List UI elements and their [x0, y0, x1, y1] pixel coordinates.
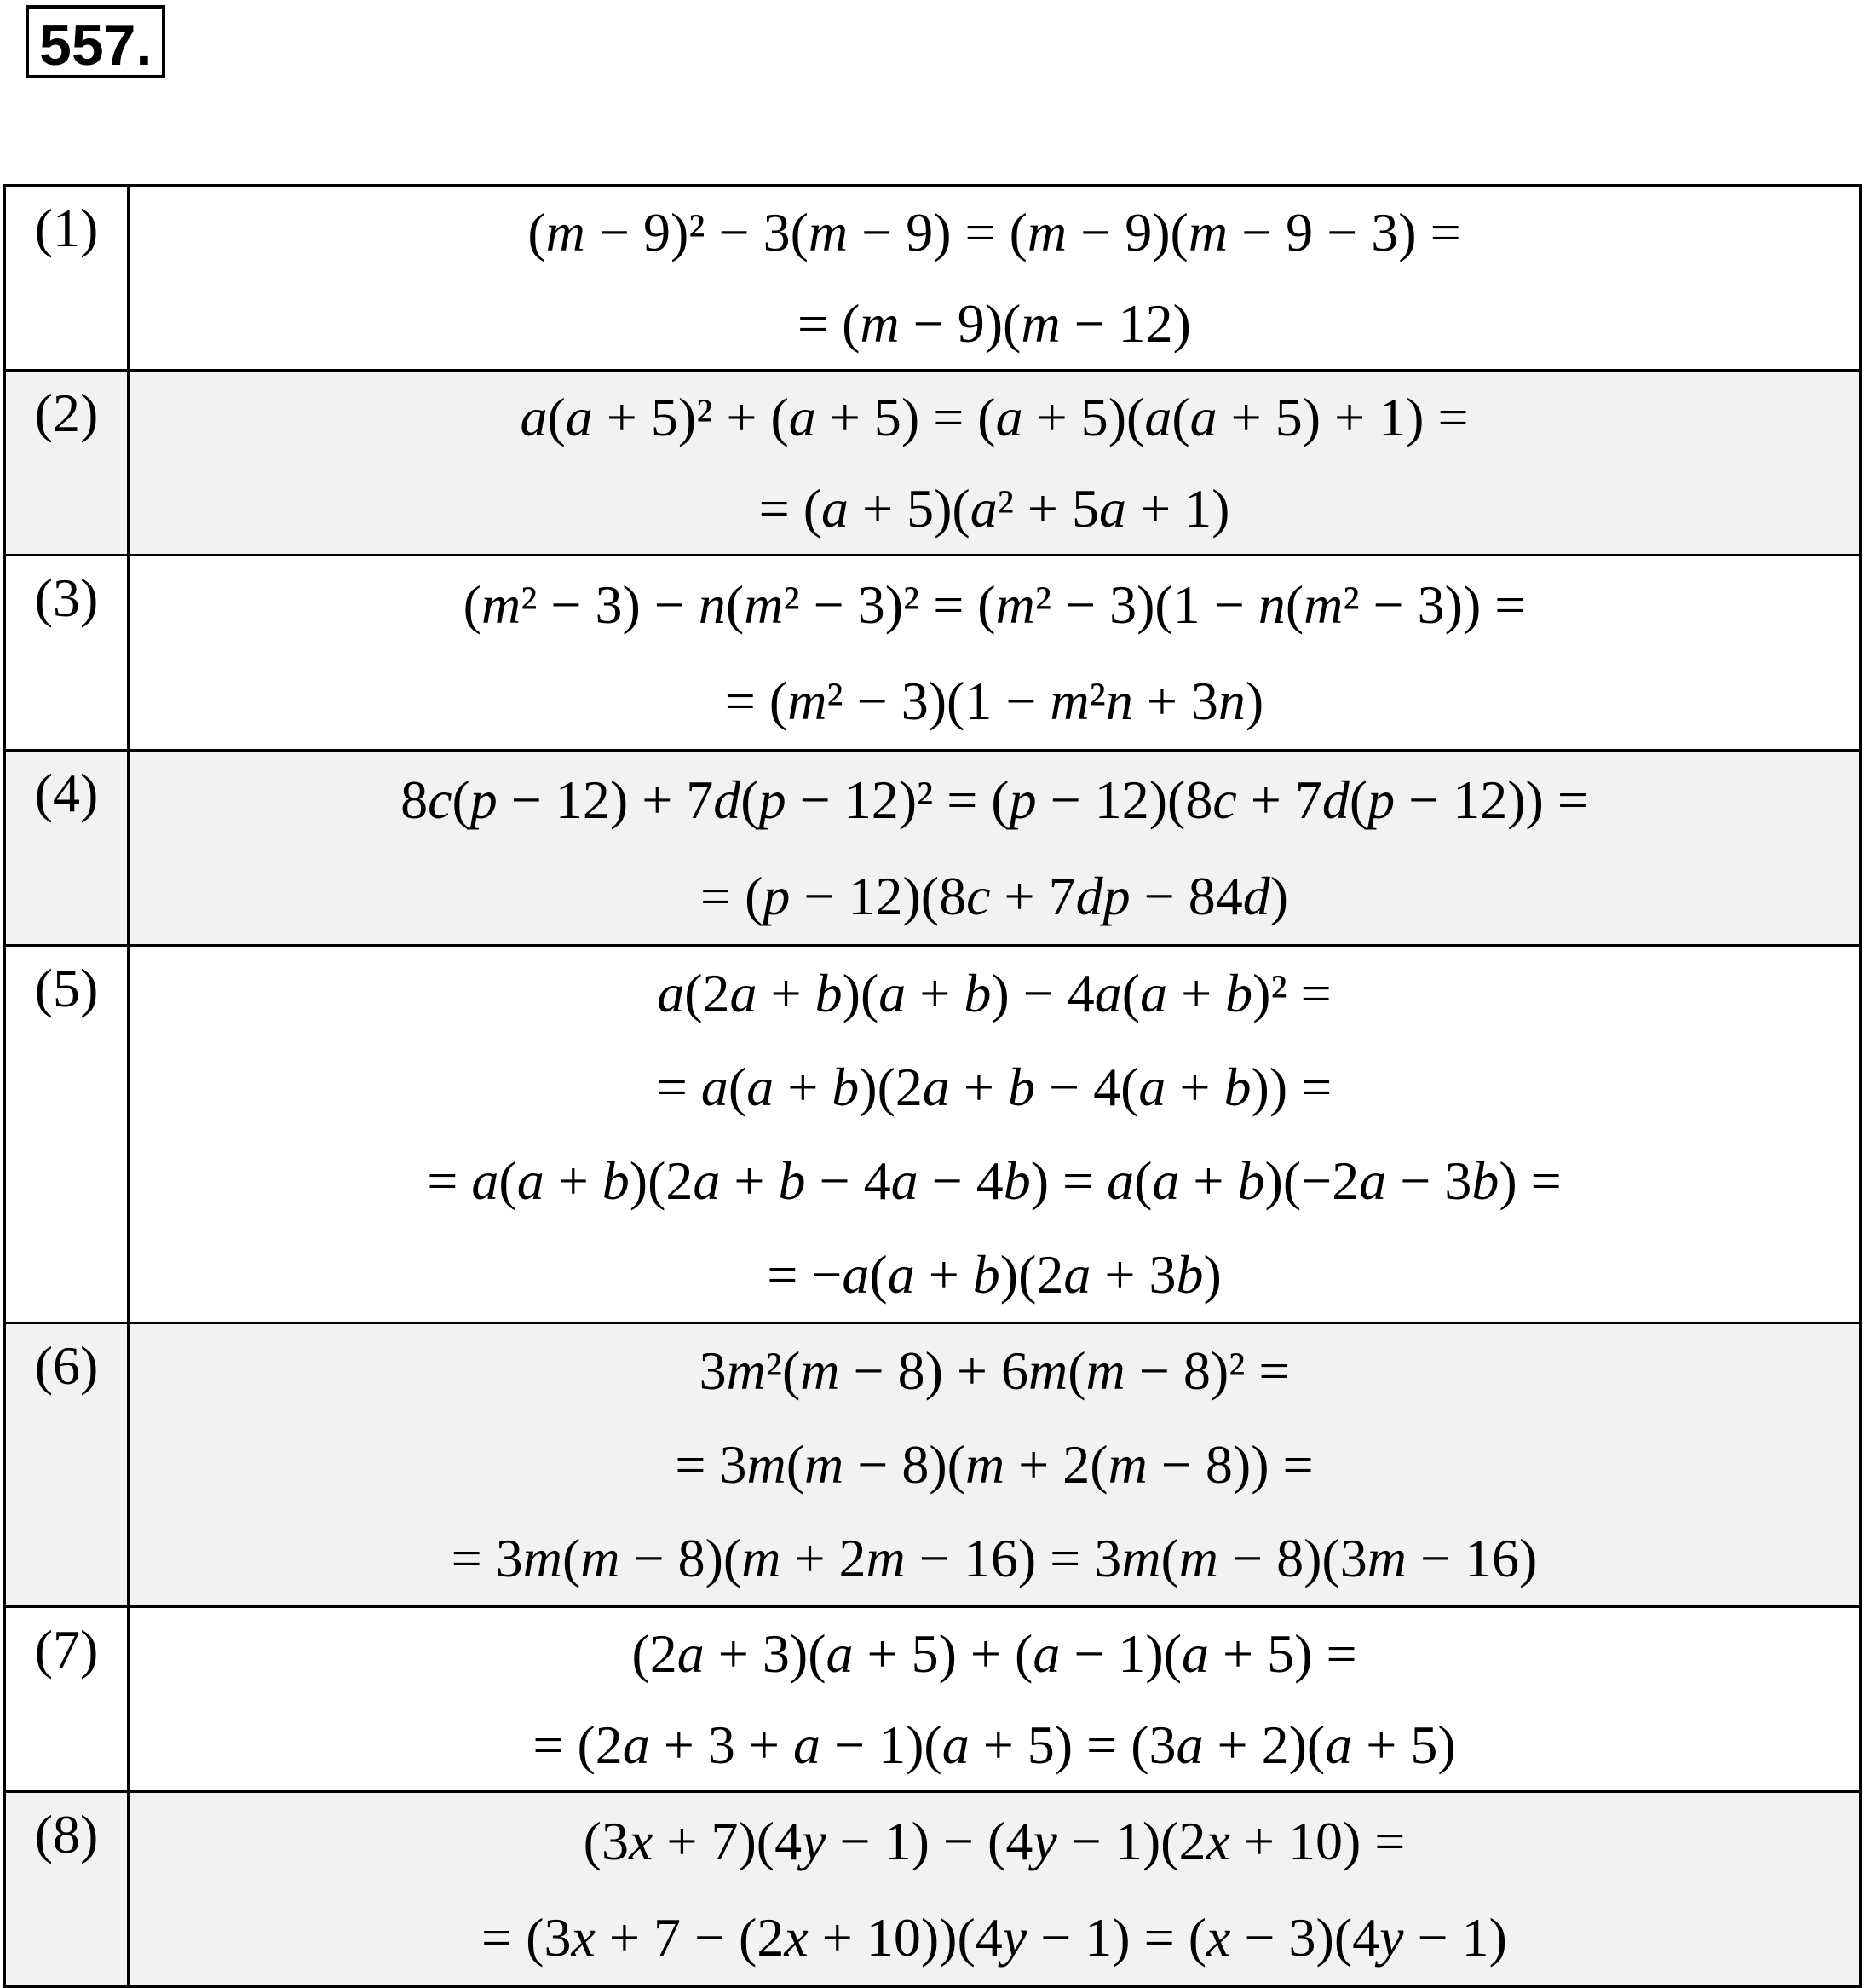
- expression-line: (m² − 3) − n(m² − 3)² = (m² − 3)(1 − n(m² − 3)) =: [463, 574, 1526, 635]
- expression-line: = −a(a + b)(2a + 3b): [767, 1244, 1222, 1305]
- expression-cell: [129, 1323, 1861, 1607]
- expression-line: (3x + 7)(4y − 1) − (4y − 1)(2x + 10) =: [583, 1811, 1406, 1871]
- row-label: (8): [5, 1792, 129, 1987]
- expression-line: 3m²(m − 8) + 6m(m − 8)² =: [699, 1340, 1290, 1401]
- expression-line: a(2a + b)(a + b) − 4a(a + b)² =: [657, 963, 1332, 1023]
- expression-line: = 3m(m − 8)(m + 2(m − 8)) =: [675, 1434, 1314, 1495]
- row-label: (3): [5, 556, 129, 751]
- table-row: [5, 556, 1861, 751]
- expression-line: = (a + 5)(a² + 5a + 1): [758, 478, 1230, 539]
- expression-line: = (m² − 3)(1 − m²n + 3n): [724, 671, 1264, 731]
- table-row: [5, 1607, 1861, 1792]
- row-label: (1): [5, 186, 129, 371]
- table-row: [5, 1792, 1861, 1987]
- expression-line: = 3m(m − 8)(m + 2m − 16) = 3m(m − 8)(3m − 16): [451, 1528, 1538, 1588]
- expression-line: = (p − 12)(8c + 7dp − 84d): [699, 866, 1289, 926]
- expression-line: (2a + 3)(a + 5) + (a − 1)(a + 5) =: [631, 1623, 1357, 1684]
- table-row: [5, 946, 1861, 1323]
- row-label: (2): [5, 371, 129, 556]
- expression-line: = a(a + b)(2a + b − 4(a + b)) =: [656, 1057, 1333, 1117]
- expression-cell: [129, 556, 1861, 751]
- expression-line: = (m − 9)(m − 12): [797, 293, 1191, 354]
- expression-cell: [129, 1792, 1861, 1987]
- expression-cell: [129, 751, 1861, 946]
- expression-line: = (3x + 7 − (2x + 10))(4y − 1) = (x − 3)(4y − 1): [481, 1907, 1507, 1968]
- expression-cell: [129, 1607, 1861, 1792]
- table-row: [5, 751, 1861, 946]
- expression-line: (m − 9)² − 3(m − 9) = (m − 9)(m − 9 − 3) =: [527, 202, 1461, 262]
- expression-line: = (2a + 3 + a − 1)(a + 5) = (3a + 2)(a + 5): [532, 1714, 1456, 1775]
- row-label: (6): [5, 1323, 129, 1607]
- expression-line: 8c(p − 12) + 7d(p − 12)² = (p − 12)(8c + 7d(p − 12)) =: [400, 769, 1588, 830]
- row-label: (5): [5, 946, 129, 1323]
- expression-cell: [129, 186, 1861, 371]
- expression-line: = a(a + b)(2a + b − 4a − 4b) = a(a + b)(−2a − 3b) =: [427, 1150, 1562, 1211]
- row-label: (4): [5, 751, 129, 946]
- table-row: [5, 186, 1861, 371]
- expression-cell: [129, 946, 1861, 1323]
- solutions-table: [3, 184, 1862, 1988]
- row-label: (7): [5, 1607, 129, 1792]
- expression-cell: [129, 371, 1861, 556]
- expression-line: a(a + 5)² + (a + 5) = (a + 5)(a(a + 5) + 1) =: [520, 387, 1469, 447]
- table-row: [5, 1323, 1861, 1607]
- problem-number: 557.: [26, 5, 165, 78]
- table-row: [5, 371, 1861, 556]
